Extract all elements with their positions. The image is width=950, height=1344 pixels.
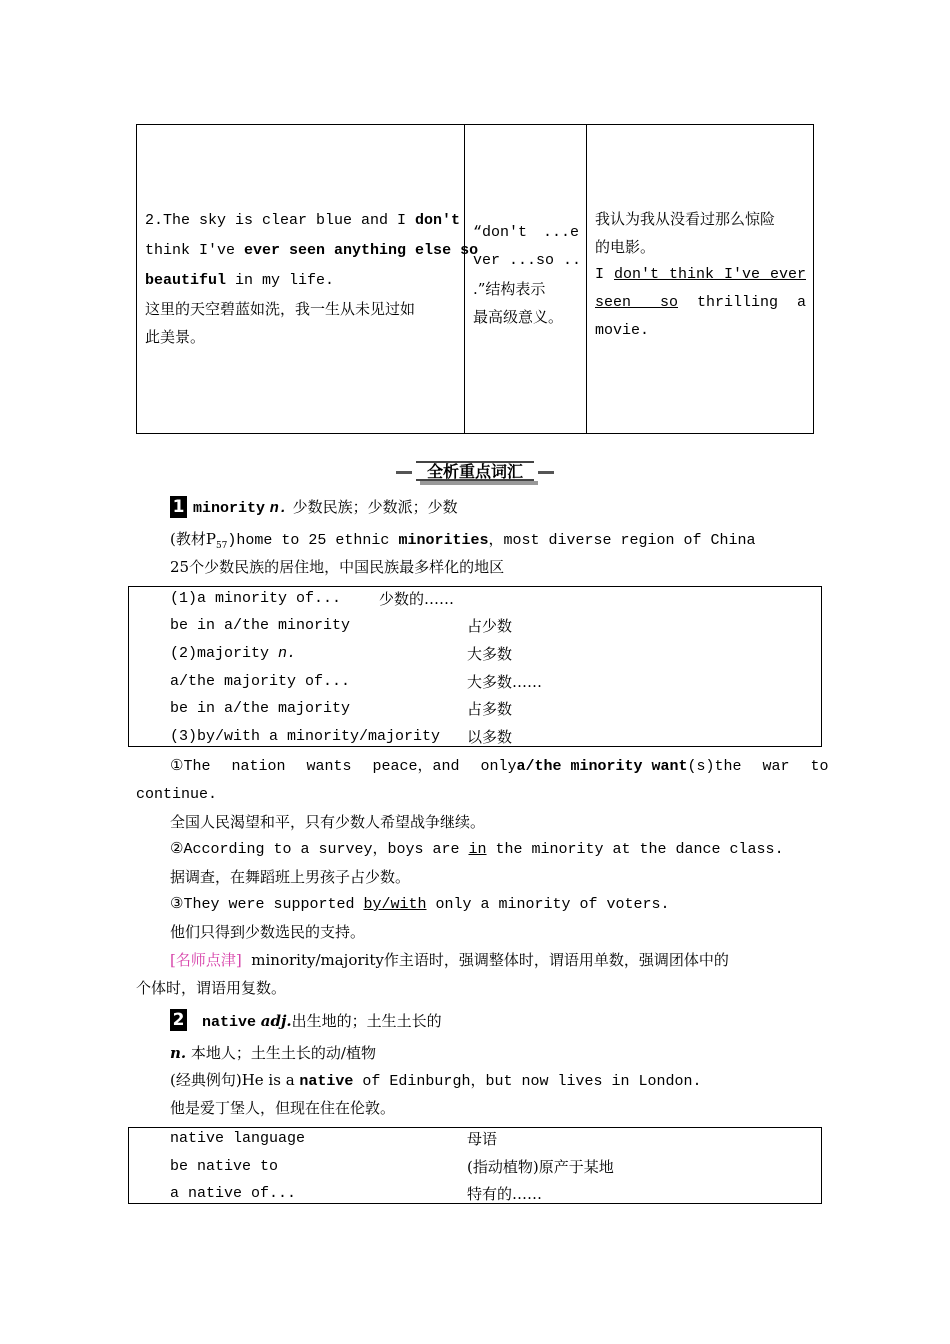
- phrase-cn: 母语: [467, 1130, 498, 1148]
- column-divider: [464, 125, 465, 433]
- phrase-en: be native to: [170, 1158, 279, 1175]
- phrase-en: be in a/the majority: [170, 700, 351, 717]
- phrase-en: a native of...: [170, 1185, 297, 1202]
- phrase-cn: 占多数: [467, 700, 513, 718]
- example-sentence-1-cont: continue.: [136, 786, 218, 803]
- textbook-source-translation: 25个少数民族的居住地，中国民族最多样化的地区: [170, 558, 505, 576]
- table-cell-sentence: 2.The sky is clear blue and I don't think I've ever seen anything else so beautiful in my life. 这里的天空碧蓝如洗，我一生从未见过如 此美景。: [145, 212, 479, 346]
- phrase-box: [128, 1127, 822, 1204]
- phrase-en: (1)a minority of...: [170, 590, 342, 607]
- phrase-cn: 少数的……: [379, 590, 455, 608]
- phrase-cn: (指动植物)原产于某地: [467, 1158, 614, 1176]
- banner-bar-right: [538, 471, 554, 474]
- example-sentence-2: ②According to a survey，boys are in the minority at the dance class.: [170, 841, 784, 858]
- example-table: [136, 124, 814, 434]
- banner-shadow: [420, 481, 538, 485]
- phrase-en: (3)by/with a minority/majority: [170, 728, 441, 745]
- teacher-tip-label: [名师点津]: [170, 951, 242, 969]
- table-cell-note: “don't ...e ver ...so .. .”结构表示 最高级意义。: [473, 224, 582, 326]
- phrase-cn: 以多数: [467, 728, 513, 746]
- phrase-cn: 大多数……: [467, 673, 543, 691]
- entry-headline: minority n. 少数民族；少数派；少数: [193, 498, 458, 517]
- entry-second-sense: n. 本地人；土生土长的动/植物: [170, 1044, 376, 1062]
- phrase-en: be in a/the minority: [170, 617, 351, 634]
- phrase-cn: 大多数: [467, 645, 513, 663]
- example-translation-1: 全国人民渴望和平，只有少数人希望战争继续。: [170, 813, 486, 831]
- table-cell-exercise: 我认为我从没看过那么惊险 的电影。 I don't think I've ever seen so thrilling a movie.: [595, 210, 806, 339]
- teacher-tip-cont: 个体时，谓语用复数。: [136, 979, 287, 997]
- entry-number-badge: 2: [170, 1009, 187, 1031]
- entry-number-badge: 1: [170, 496, 187, 518]
- example-sentence-3: ③They were supported by/with only a minority of voters.: [170, 896, 670, 913]
- entry-headline: native adj.出生地的；土生土长的: [202, 1012, 442, 1031]
- phrase-box: [128, 586, 822, 747]
- phrase-en: a/the majority of...: [170, 673, 351, 690]
- textbook-source: (教材$P_{57})home$ to 25 ethnic minorities，most diverse region of China: [170, 530, 756, 551]
- example-translation-3: 他们只得到少数选民的支持。: [170, 923, 366, 941]
- column-divider: [586, 125, 587, 433]
- classic-example-translation: 他是爱丁堡人，但现在住在伦敦。: [170, 1099, 396, 1117]
- classic-example: (经典例句)He is a native of Edinburgh，but now lives in London.: [170, 1071, 702, 1090]
- section-title: 全析重点词汇: [416, 461, 534, 481]
- example-sentence-1: ①The nation wants peace，and only a/the minority want(s) the war to: [170, 758, 829, 775]
- phrase-cn: 占少数: [467, 617, 513, 635]
- phrase-en: (2)majority n.: [170, 645, 297, 662]
- example-translation-2: 据调查，在舞蹈班上男孩子占少数。: [170, 868, 411, 886]
- banner-bar-left: [396, 471, 412, 474]
- phrase-cn: 特有的……: [467, 1185, 543, 1203]
- phrase-en: native language: [170, 1130, 306, 1147]
- section-banner: [396, 461, 554, 483]
- teacher-tip: [名师点津] minority/majority作主语时，强调整体时，谓语用单数，强调团体中的: [170, 951, 729, 969]
